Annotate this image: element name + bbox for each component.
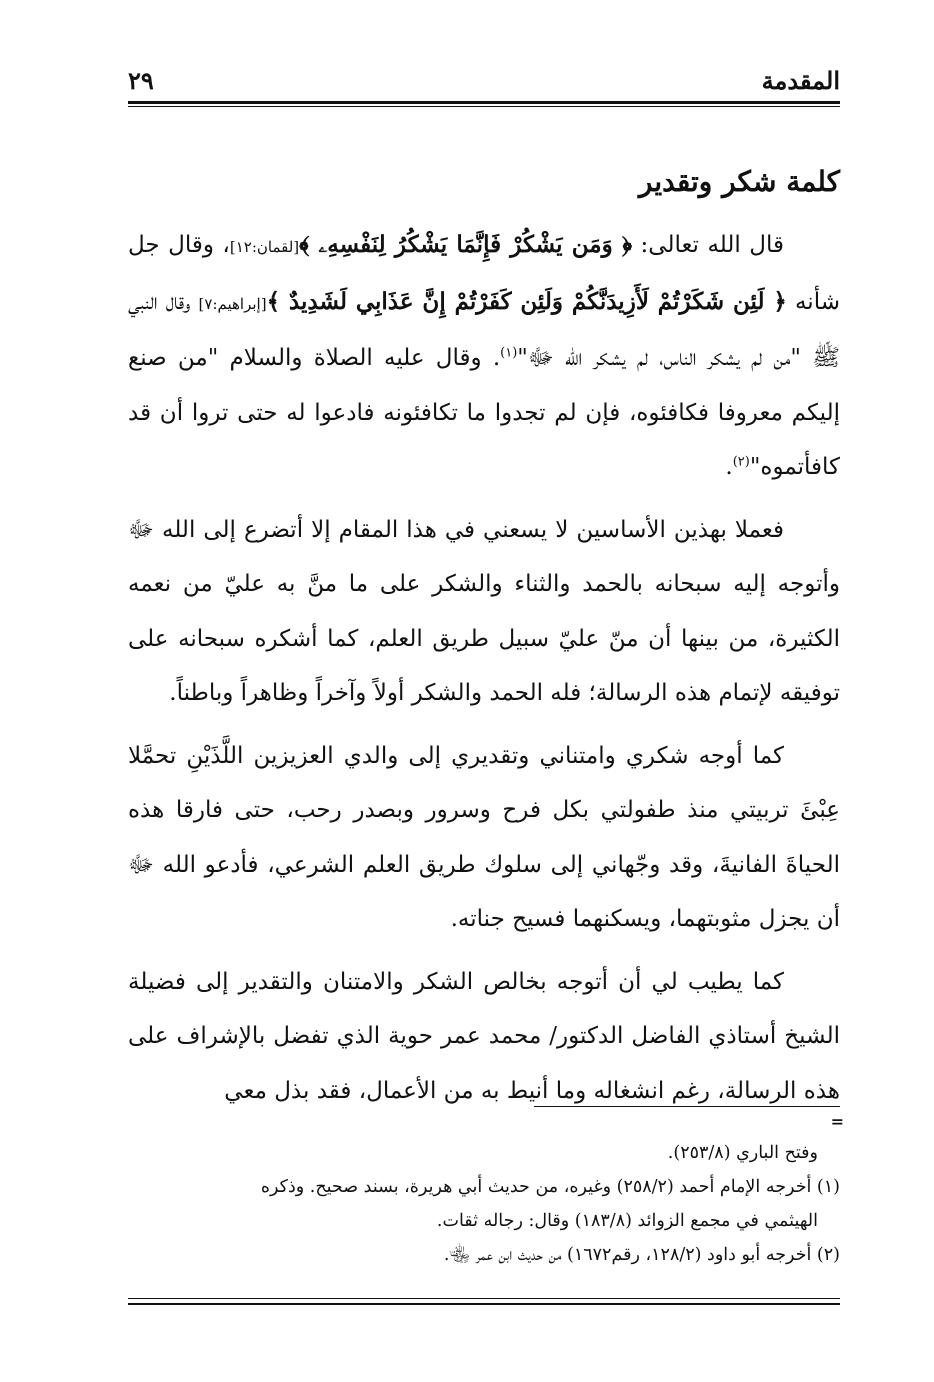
paragraph-1 <box>128 218 840 495</box>
section-title: كلمة شكر وتقدير <box>638 165 840 198</box>
running-header <box>128 60 840 100</box>
quran-verse-ibrahim: ﴿ لَئِن شَكَرْتُمْ لَأَزِيدَنَّكُمْ وَلَئِن كَفَرْتُمْ إِنَّ عَذَابِي لَشَدِيدٌ ﴾ <box>266 287 787 315</box>
footnote-marker-2: (٢) <box>732 454 750 470</box>
footer-rule-thick <box>128 1303 840 1305</box>
paragraph-2-text: فعملا بهذين الأساسين لا يسعني في هذا المقام إلا أتضرع إلى الله ﷻ وأتوجه إليه سبحانه بالحمد والثناء والشكر على ما منَّ به عليّ من نعمه الكثيرة، من بينها أن منّ عليّ سبيل طريق العلم، كما أشكره سبحانه على توفيقه لإتمام هذه الرسالة؛ فله الحمد والشكر أولاً وآخراً وظاهراً وباطناً. <box>128 516 840 706</box>
page-number: ٢٩ <box>128 66 154 95</box>
header-rule <box>128 101 840 107</box>
paragraph-4 <box>128 955 840 1119</box>
paragraph-3 <box>128 729 840 947</box>
verse-reference-luqman: [لقمان:١٢] <box>229 238 300 256</box>
p1-end: . <box>725 454 733 480</box>
footnote-divider <box>534 1106 840 1107</box>
quran-verse-luqman: ﴿ وَمَن يَشْكُرْ فَإِنَّمَا يَشْكُرُ لِنَفْسِهِۦ ﴾ <box>299 231 633 258</box>
footnote-1-line-1: (١) أخرجه الإمام أحمد (٢٥٨/٢) وغيره، من حديث أبي هريرة، بسند صحيح. وذكره <box>260 1177 840 1197</box>
paragraph-3-text: كما أوجه شكري وامتناني وتقديري إلى والدي العزيزين اللَّذَيْنِ تحمَّلا عِبْئَ تربيتي منذ طفولتي بكل فرح وسرور وبصدر رحب، حتى فارقا هذه الحياةَ الفانيةَ، وقد وجّهاني إلى سلوك طريق العلم الشرعي، فأدعو الله ﷻ أن يجزل مثوبتهما، ويسكنهما فسيح جناته. <box>128 742 840 932</box>
footnotes <box>128 1136 840 1272</box>
p1-transition: ، وقال جل شأنه <box>128 232 840 315</box>
p1-intro: قال الله تعالى: <box>632 232 784 258</box>
footnote-carryover: وفتح الباري (٢٥٣/٨). <box>667 1143 818 1163</box>
paragraph-2 <box>128 503 840 721</box>
footnote-continuation-mark: = <box>830 1112 844 1131</box>
footnote-1-line-2: الهيثمي في مجمع الزوائد (١٨٣/٨) وقال: رجاله ثقات. <box>436 1211 818 1231</box>
hadith-2: . وقال عليه الصلاة والسلام "من صنع إليكم معروفا فكافئوه، فإن لم تجدوا ما تكافئونه فادعوا له حتى تروا أن قد كافأتموه" <box>128 345 840 480</box>
footer-rule-thin <box>128 1298 840 1299</box>
hadith-1: وقال النبي ﷺ "من لم يشكر الناس، لم يشكر الله ﷻ" <box>128 288 840 371</box>
footnote-2: (٢) أخرجه أبو داود (١٢٨/٢، رقم١٦٧٢) من حديث ابن عمر ﵄. <box>443 1245 840 1265</box>
footnote-marker-1: (١) <box>500 345 518 361</box>
main-text <box>128 218 840 1126</box>
header-title: المقدمة <box>761 66 840 95</box>
verse-reference-ibrahim: [إبراهيم:٧] <box>198 294 267 313</box>
paragraph-4-text: كما يطيب لي أن أتوجه بخالص الشكر والامتنان والتقدير إلى فضيلة الشيخ أستاذي الفاضل الدكتور/ محمد عمر حوية الذي تفضل بالإشراف على هذه الرسالة، رغم انشغاله وما أنيط به من الأعمال، فقد بذل معي <box>128 968 840 1104</box>
